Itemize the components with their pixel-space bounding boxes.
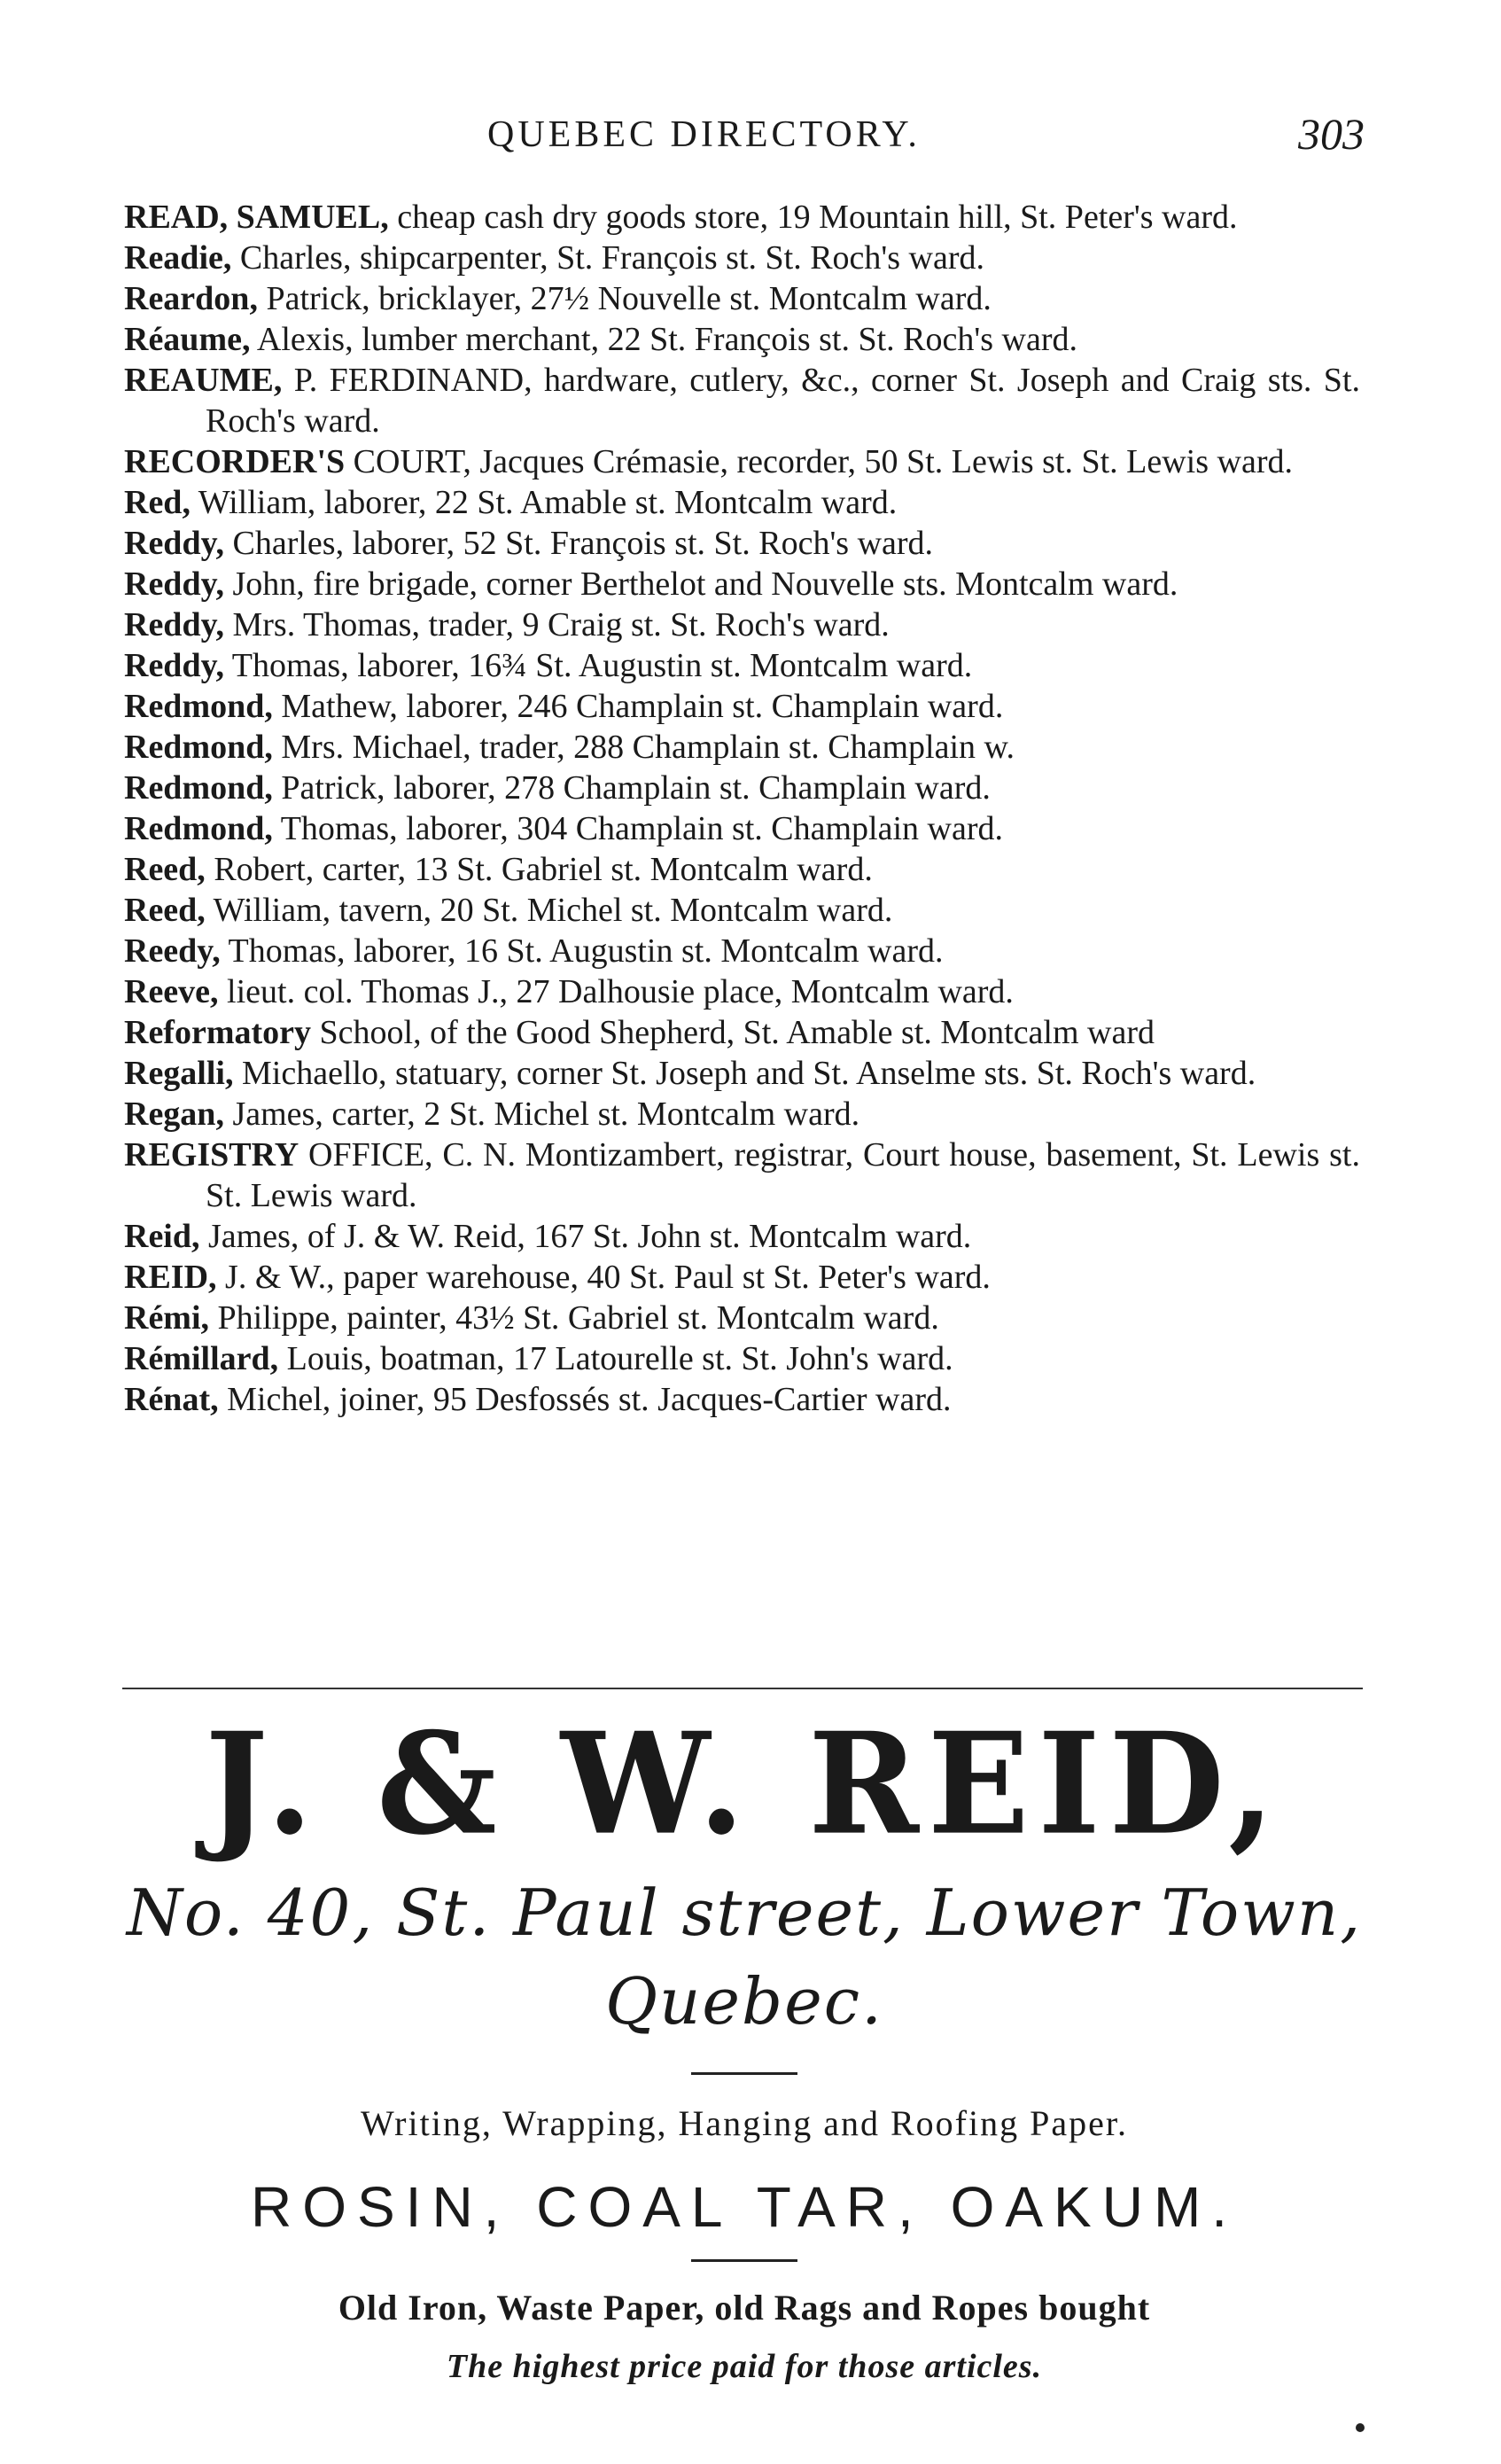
directory-entry <box>124 523 1360 564</box>
directory-entry <box>124 808 1360 849</box>
entry-details: Mrs. Thomas, trader, 9 Craig st. St. Roch's ward. <box>223 606 890 643</box>
directory-entry <box>124 1094 1360 1135</box>
entry-details: cheap cash dry goods store, 19 Mountain hill, St. Peter's ward. <box>388 199 1238 236</box>
section-divider <box>122 1688 1363 1689</box>
ad-price-notice: The highest price paid for those articles. <box>446 2348 1043 2385</box>
ad-bought-notice: Old Iron, Waste Paper, old Rags and Ropes bought <box>338 2288 1151 2328</box>
directory-entry <box>124 482 1360 523</box>
directory-entry <box>124 360 1360 441</box>
entry-name: REGISTRY <box>124 1136 299 1174</box>
directory-entry <box>124 890 1360 931</box>
entry-name: Rémillard, <box>124 1340 279 1377</box>
directory-entry <box>124 441 1360 482</box>
directory-entry <box>124 686 1360 727</box>
entry-details: Thomas, laborer, 304 Champlain st. Champlain ward. <box>272 810 1003 847</box>
directory-entry <box>124 1338 1360 1379</box>
entry-name: Redmond, <box>124 729 273 766</box>
directory-entry <box>124 1135 1360 1216</box>
directory-entry <box>124 1257 1360 1298</box>
entry-name: Reddy, <box>124 525 224 562</box>
directory-entry <box>124 1012 1360 1053</box>
ad-products: Writing, Wrapping, Hanging and Roofing Paper. <box>361 2103 1128 2143</box>
ad-divider <box>691 2072 797 2075</box>
ad-divider <box>691 2259 797 2262</box>
entry-details: School, of the Good Shepherd, St. Amable st. Montcalm ward <box>311 1014 1155 1051</box>
printer-mark <box>1356 2423 1365 2432</box>
ad-title: J. & W. REID, <box>205 1702 1284 1867</box>
ad-address: No. 40, St. Paul street, Lower Town, Quebec. <box>126 1875 1363 2039</box>
entry-name: Redmond, <box>124 810 273 847</box>
entry-details: Mrs. Michael, trader, 288 Champlain st. Champlain w. <box>272 729 1015 766</box>
entry-name: REAUME, <box>124 362 283 399</box>
entry-details: Charles, shipcarpenter, St. François st. St. Roch's ward. <box>231 239 985 277</box>
directory-entry <box>124 278 1360 319</box>
advertisement <box>124 1702 1365 2393</box>
entry-name: Reedy, <box>124 932 221 970</box>
directory-entry <box>124 319 1360 360</box>
entry-details: Alexis, lumber merchant, 22 St. François st. St. Roch's ward. <box>250 321 1077 358</box>
entry-name: Reddy, <box>124 565 224 603</box>
entry-details: Michel, joiner, 95 Desfossés st. Jacques-Cartier ward. <box>218 1381 952 1418</box>
entry-details: Charles, laborer, 52 St. François st. St. Roch's ward. <box>223 525 934 562</box>
entry-name: Regan, <box>124 1096 224 1133</box>
directory-entry <box>124 1216 1360 1257</box>
entry-details: P. FERDINAND, hardware, cutlery, &c., corner St. Joseph and Craig sts. St. Roch's ward. <box>206 362 1360 440</box>
directory-entry <box>124 564 1360 604</box>
entry-name: Reeve, <box>124 973 219 1010</box>
entry-details: lieut. col. Thomas J., 27 Dalhousie place, Montcalm ward. <box>218 973 1014 1010</box>
entry-name: Reardon, <box>124 280 258 317</box>
directory-entry <box>124 768 1360 808</box>
directory-entry <box>124 971 1360 1012</box>
entry-name: Réaume, <box>124 321 251 358</box>
entry-details: Patrick, laborer, 278 Champlain st. Champlain ward. <box>272 769 991 807</box>
page-title: QUEBEC DIRECTORY. <box>487 114 921 155</box>
ad-headline: ROSIN, COAL TAR, OAKUM. <box>250 2175 1239 2239</box>
entry-name: Reformatory <box>124 1014 312 1051</box>
directory-entry <box>124 1053 1360 1094</box>
entry-name: Reed, <box>124 892 206 929</box>
entry-details: COURT, Jacques Crémasie, recorder, 50 St. Lewis st. St. Lewis ward. <box>345 443 1293 480</box>
directory-entry <box>124 645 1360 686</box>
entry-details: Mathew, laborer, 246 Champlain st. Champlain ward. <box>272 688 1004 725</box>
page-number: 303 <box>1298 109 1365 159</box>
entry-name: RECORDER'S <box>124 443 346 480</box>
directory-entry <box>124 849 1360 890</box>
entry-details: Michaello, statuary, corner St. Joseph and St. Anselme sts. St. Roch's ward. <box>233 1055 1256 1092</box>
entry-details: John, fire brigade, corner Berthelot and Nouvelle sts. Montcalm ward. <box>223 565 1178 603</box>
entry-name: REID, <box>124 1259 217 1296</box>
entry-details: Philippe, painter, 43½ St. Gabriel st. Montcalm ward. <box>209 1299 939 1337</box>
running-header <box>124 109 1365 167</box>
entry-details: Thomas, laborer, 16 St. Augustin st. Montcalm ward. <box>220 932 944 970</box>
entry-details: OFFICE, C. N. Montizambert, registrar, Court house, basement, St. Lewis st. St. Lewis ward. <box>206 1136 1360 1214</box>
directory-entry <box>124 931 1360 971</box>
entry-name: READ, SAMUEL, <box>124 199 389 236</box>
directory-entry <box>124 727 1360 768</box>
entry-name: Reid, <box>124 1218 200 1255</box>
entry-details: Patrick, bricklayer, 27½ Nouvelle st. Montcalm ward. <box>257 280 992 317</box>
entry-details: James, carter, 2 St. Michel st. Montcalm ward. <box>223 1096 860 1133</box>
entry-name: Rénat, <box>124 1381 219 1418</box>
entry-details: Louis, boatman, 17 Latourelle st. St. John's ward. <box>278 1340 953 1377</box>
entry-name: Reddy, <box>124 647 224 684</box>
directory-entry <box>124 197 1360 238</box>
entry-name: Redmond, <box>124 688 273 725</box>
entry-name: Rémi, <box>124 1299 210 1337</box>
entry-details: Robert, carter, 13 St. Gabriel st. Montcalm ward. <box>205 851 873 888</box>
entry-details: James, of J. & W. Reid, 167 St. John st. Montcalm ward. <box>199 1218 972 1255</box>
entry-name: Reddy, <box>124 606 224 643</box>
directory-entry <box>124 238 1360 278</box>
entry-name: Red, <box>124 484 191 521</box>
entry-name: Redmond, <box>124 769 273 807</box>
entry-details: J. & W., paper warehouse, 40 St. Paul st St. Peter's ward. <box>216 1259 991 1296</box>
directory-entry <box>124 1298 1360 1338</box>
entry-name: Regalli, <box>124 1055 234 1092</box>
directory-entry <box>124 1379 1360 1420</box>
entry-details: Thomas, laborer, 16¾ St. Augustin st. Montcalm ward. <box>223 647 973 684</box>
entry-details: William, tavern, 20 St. Michel st. Montcalm ward. <box>205 892 893 929</box>
entry-details: William, laborer, 22 St. Amable st. Montcalm ward. <box>190 484 898 521</box>
entry-name: Readie, <box>124 239 232 277</box>
directory-entry <box>124 604 1360 645</box>
entry-name: Reed, <box>124 851 206 888</box>
directory-entries <box>124 197 1360 1420</box>
